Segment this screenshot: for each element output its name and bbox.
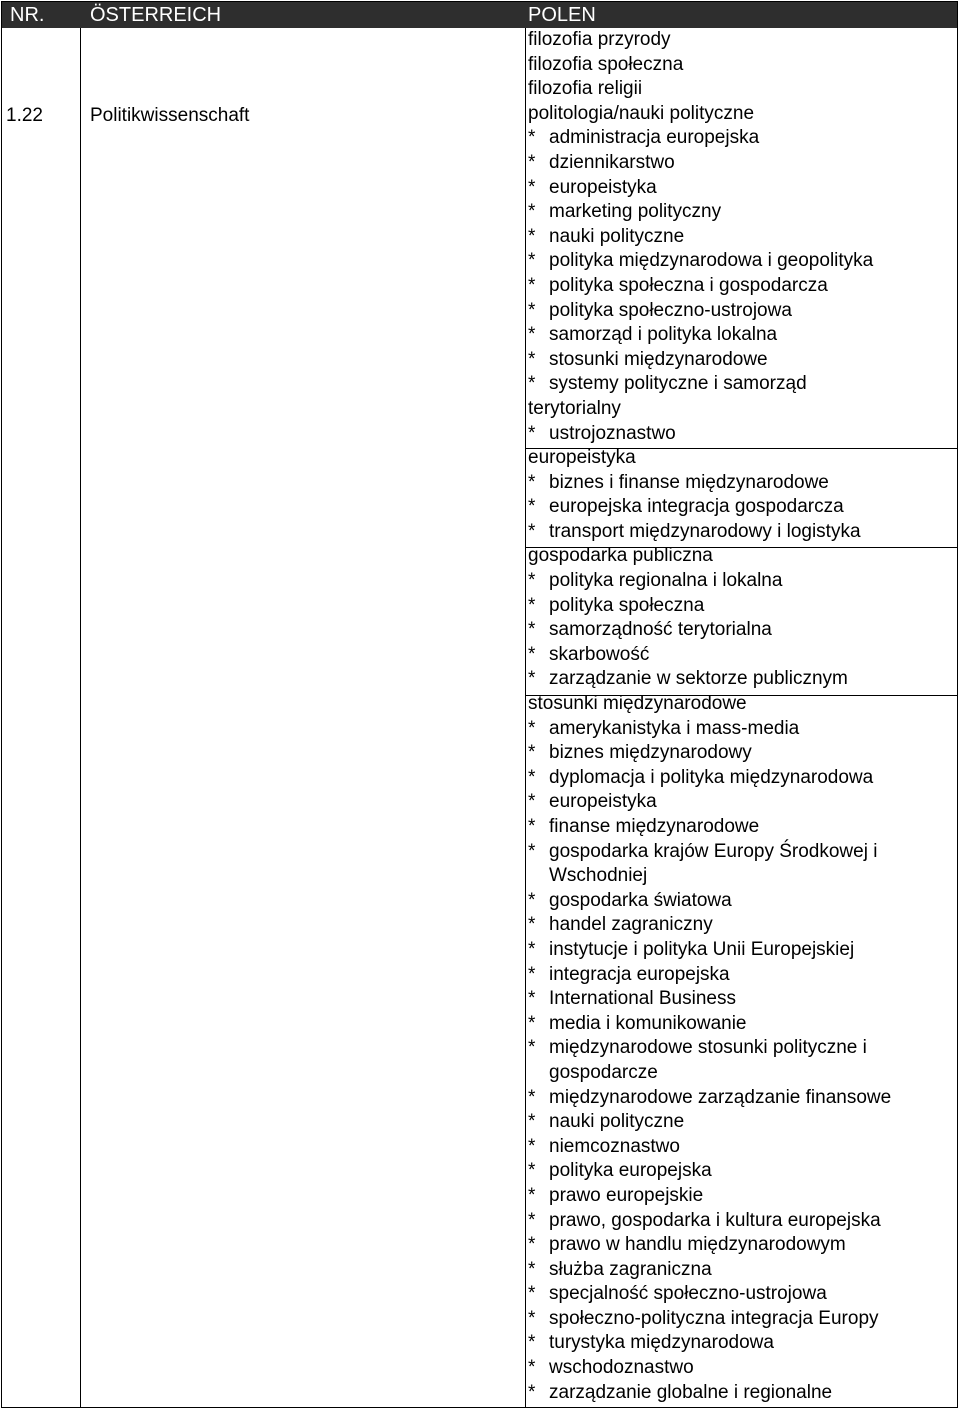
- list-item-sub: [528, 741, 958, 766]
- list-item-sub: [528, 938, 958, 963]
- bullet-star: *: [528, 471, 536, 493]
- bullet-star: *: [528, 816, 536, 837]
- list-item-sub: [528, 372, 958, 397]
- list-item-sub: [528, 1110, 958, 1135]
- bullet-star: *: [528, 840, 536, 862]
- bullet-star: *: [528, 1209, 536, 1231]
- list-item-label: samorządność terytorialna: [549, 619, 772, 641]
- list-item-sub: [528, 126, 958, 151]
- list-item-label: międzynarodowe zarządzanie finansowe: [549, 1086, 892, 1108]
- list-item-label: dyplomacja i polityka międzynarodowa: [549, 766, 874, 788]
- bullet-star: *: [528, 496, 536, 518]
- list-item-label: wschodoznastwo: [549, 1357, 694, 1379]
- bullet-star: *: [528, 717, 536, 739]
- header-nr: NR.: [10, 4, 45, 26]
- list-item-continuation: gospodarcze: [549, 1061, 658, 1083]
- list-item-label: zarządzanie globalne i regionalne: [549, 1381, 833, 1403]
- list-item-label: turystyka międzynarodowa: [549, 1332, 774, 1354]
- bullet-star: *: [528, 348, 536, 370]
- bullet-star: *: [528, 1012, 536, 1034]
- table-border-bottom: [1, 1407, 958, 1408]
- list-item-label: skarbowość: [549, 643, 650, 665]
- bullet-star: *: [528, 938, 536, 960]
- bullet-star: *: [528, 324, 536, 346]
- list-item-heading: politologia/nauki polityczne: [528, 102, 755, 124]
- list-item-label: dziennikarstwo: [549, 151, 675, 173]
- list-item-label: europejska integracja gospodarcza: [549, 496, 844, 518]
- list-item-sub: [528, 913, 958, 938]
- bullet-star: *: [528, 766, 536, 788]
- austrian-field: Politikwissenschaft: [90, 105, 250, 126]
- list-item-sub: [528, 274, 958, 299]
- list-item-sub: [528, 1159, 958, 1184]
- list-item-sub: [528, 520, 958, 545]
- bullet-star: *: [528, 1160, 536, 1182]
- bullet-star: *: [528, 1184, 536, 1206]
- list-item-sub: [528, 176, 958, 201]
- column-divider-1: [80, 28, 81, 1408]
- list-item-sub: [528, 1331, 958, 1356]
- row-number: 1.22: [6, 105, 43, 126]
- list-item-sub: [528, 1135, 958, 1160]
- bullet-star: *: [528, 151, 536, 173]
- bullet-star: *: [528, 1258, 536, 1280]
- table-border-left: [1, 1, 2, 1408]
- bullet-star: *: [528, 1037, 536, 1059]
- list-item-sub: [528, 323, 958, 348]
- list-item-label: nauki polityczne: [549, 1111, 685, 1133]
- list-item-label: polityka europejska: [549, 1160, 712, 1182]
- list-item-sub: [528, 1258, 958, 1283]
- list-item-sub: [528, 299, 958, 324]
- list-item-label: samorząd i polityka lokalna: [549, 324, 778, 346]
- list-item-sub: [528, 471, 958, 496]
- list-item-label: biznes i finanse międzynarodowe: [549, 471, 829, 493]
- bullet-star: *: [528, 570, 536, 592]
- list-item-sub: [528, 987, 958, 1012]
- list-item-label: specjalność społeczno-ustrojowa: [549, 1283, 827, 1305]
- list-item-label: polityka regionalna i lokalna: [549, 570, 783, 592]
- list-item-label: transport międzynarodowy i logistyka: [549, 520, 861, 542]
- bullet-star: *: [528, 1283, 536, 1305]
- list-item-sub: [528, 569, 958, 594]
- list-item-label: stosunki międzynarodowe: [549, 348, 768, 370]
- list-item-sub: [528, 667, 958, 692]
- list-item-sub: [528, 249, 958, 274]
- list-item-sub: [528, 594, 958, 619]
- list-item-label: prawo, gospodarka i kultura europejska: [549, 1209, 881, 1231]
- list-item-heading: filozofia społeczna: [528, 53, 684, 75]
- list-item-label: gospodarka krajów Europy Środkowej i: [549, 840, 878, 862]
- bullet-star: *: [528, 127, 536, 149]
- bullet-star: *: [528, 963, 536, 985]
- list-item-label: instytucje i polityka Unii Europejskiej: [549, 938, 855, 960]
- bullet-star: *: [528, 1135, 536, 1157]
- list-item-label: europeistyka: [549, 791, 657, 813]
- list-item-sub: [528, 1012, 958, 1037]
- list-item-sub: [528, 790, 958, 815]
- bullet-star: *: [528, 1357, 536, 1379]
- list-item-label: społeczno-polityczna integracja Europy: [549, 1307, 879, 1329]
- list-item-label: polityka społeczno-ustrojowa: [549, 299, 792, 321]
- bullet-star: *: [528, 594, 536, 616]
- bullet-star: *: [528, 422, 536, 444]
- list-item-label: międzynarodowe stosunki polityczne i: [549, 1037, 867, 1059]
- list-item-heading: europeistyka: [528, 447, 636, 469]
- list-item-sub: [528, 1209, 958, 1234]
- header-austria: ÖSTERREICH: [90, 4, 222, 26]
- list-item-label: polityka społeczna i gospodarcza: [549, 274, 828, 296]
- list-item-label: ustrojoznastwo: [549, 422, 676, 444]
- list-item-heading: stosunki międzynarodowe: [528, 693, 747, 715]
- list-item-sub: [528, 348, 958, 373]
- list-item-sub: [528, 1307, 958, 1332]
- bullet-star: *: [528, 889, 536, 911]
- bullet-star: *: [528, 1307, 536, 1329]
- list-item-sub: [528, 1356, 958, 1381]
- bullet-star: *: [528, 619, 536, 641]
- list-item-label: służba zagraniczna: [549, 1258, 712, 1280]
- bullet-star: *: [528, 299, 536, 321]
- bullet-star: *: [528, 988, 536, 1010]
- table-border-top: [1, 1, 958, 2]
- list-item-label: nauki polityczne: [549, 225, 685, 247]
- list-item-label: prawo europejskie: [549, 1184, 704, 1206]
- list-item-label: systemy polityczne i samorząd: [549, 373, 807, 395]
- bullet-star: *: [528, 373, 536, 395]
- bullet-star: *: [528, 225, 536, 247]
- column-divider-2: [525, 28, 526, 1408]
- list-item-label: biznes międzynarodowy: [549, 742, 752, 764]
- bullet-star: *: [528, 668, 536, 690]
- list-item-heading: filozofia przyrody: [528, 29, 671, 50]
- list-item-label: polityka międzynarodowa i geopolityka: [549, 250, 874, 272]
- bullet-star: *: [528, 176, 536, 198]
- bullet-star: *: [528, 1381, 536, 1403]
- list-item-label: niemcoznastwo: [549, 1135, 680, 1157]
- list-item-sub: [528, 1233, 958, 1258]
- bullet-star: *: [528, 520, 536, 542]
- list-item-label: polityka społeczna: [549, 594, 705, 616]
- list-item-sub: [528, 963, 958, 988]
- list-item-sub: [528, 225, 958, 250]
- bullet-star: *: [528, 1234, 536, 1256]
- list-item-label: prawo w handlu międzynarodowym: [549, 1234, 846, 1256]
- list-item-sub: [528, 815, 958, 840]
- table-header: [2, 2, 958, 28]
- list-item-label: finanse międzynarodowe: [549, 816, 760, 837]
- list-item-label: handel zagraniczny: [549, 914, 713, 936]
- bullet-star: *: [528, 1111, 536, 1133]
- list-item-sub: [528, 495, 958, 520]
- list-item-sub: [528, 889, 958, 914]
- list-item-sub: [528, 1036, 958, 1061]
- bullet-star: *: [528, 914, 536, 936]
- bullet-star: *: [528, 643, 536, 665]
- list-item-label: administracja europejska: [549, 127, 760, 149]
- list-item-label: gospodarka światowa: [549, 889, 732, 911]
- list-item-heading: gospodarka publiczna: [528, 545, 713, 567]
- list-item-heading: terytorialny: [528, 397, 621, 419]
- polish-fields-list: [528, 28, 958, 1405]
- list-item-label: amerykanistyka i mass-media: [549, 717, 800, 739]
- list-item-label: International Business: [549, 988, 736, 1010]
- list-item-sub: [528, 151, 958, 176]
- list-item-label: marketing polityczny: [549, 201, 722, 223]
- bullet-star: *: [528, 250, 536, 272]
- list-item-sub: [528, 618, 958, 643]
- list-item-sub: [528, 1086, 958, 1111]
- bullet-star: *: [528, 1332, 536, 1354]
- header-poland: POLEN: [528, 4, 596, 26]
- list-item-label: media i komunikowanie: [549, 1012, 747, 1034]
- list-item-sub: [528, 200, 958, 225]
- bullet-star: *: [528, 1086, 536, 1108]
- list-item-label: zarządzanie w sektorze publicznym: [549, 668, 848, 690]
- bullet-star: *: [528, 742, 536, 764]
- list-item-sub: [528, 643, 958, 668]
- list-item-continuation: Wschodniej: [549, 865, 648, 887]
- list-item-sub: [528, 717, 958, 742]
- list-item-label: europeistyka: [549, 176, 657, 198]
- list-item-sub: [528, 840, 958, 865]
- list-item-sub: [528, 766, 958, 791]
- list-item-sub: [528, 422, 958, 447]
- list-item-sub: [528, 1282, 958, 1307]
- list-item-label: integracja europejska: [549, 963, 730, 985]
- bullet-star: *: [528, 274, 536, 296]
- bullet-star: *: [528, 201, 536, 223]
- bullet-star: *: [528, 791, 536, 813]
- list-item-sub: [528, 1381, 958, 1406]
- list-item-sub: [528, 1184, 958, 1209]
- list-item-heading: filozofia religii: [528, 78, 643, 100]
